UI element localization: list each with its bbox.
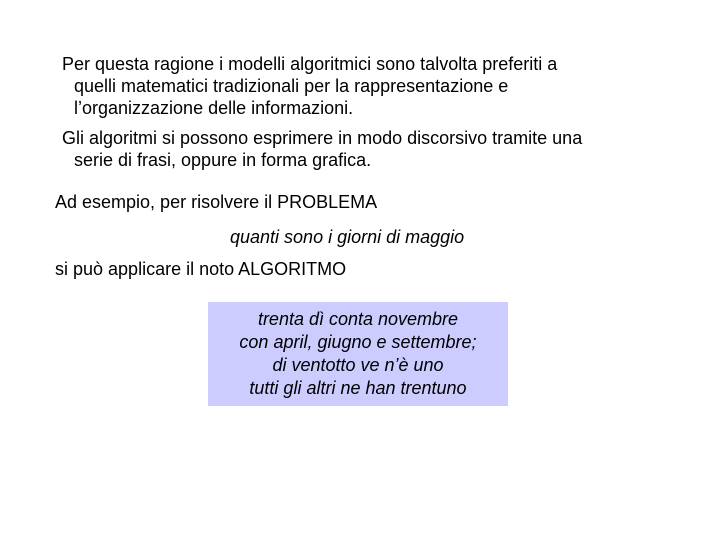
paragraph-algorithms bbox=[62, 127, 582, 171]
text-line: Ad esempio, per risolvere il PROBLEMA bbox=[55, 192, 378, 212]
paragraph-models bbox=[62, 53, 557, 119]
text-line: Per questa ragione i modelli algoritmici sono talvolta preferiti a bbox=[62, 54, 558, 74]
algorithm-poem-box bbox=[208, 302, 508, 406]
poem-line: con april, giugno e settembre; bbox=[239, 332, 477, 352]
text-line: l’organizzazione delle informazioni. bbox=[74, 98, 354, 118]
example-intro bbox=[55, 191, 377, 213]
problem-statement bbox=[230, 226, 464, 248]
text-line: quanti sono i giorni di maggio bbox=[230, 227, 465, 247]
text-line: Gli algoritmi si possono esprimere in modo discorsivo tramite una bbox=[62, 128, 583, 148]
poem-line: di ventotto ve n’è uno bbox=[272, 355, 444, 375]
text-line: si può applicare il noto ALGORITMO bbox=[55, 259, 347, 279]
poem-line: tutti gli altri ne han trentuno bbox=[249, 378, 467, 398]
poem-line: trenta dì conta novembre bbox=[257, 309, 459, 329]
text-line: quelli matematici tradizionali per la rappresentazione e bbox=[74, 76, 509, 96]
text-line: serie di frasi, oppure in forma grafica. bbox=[74, 150, 372, 170]
algorithm-intro bbox=[55, 258, 346, 280]
